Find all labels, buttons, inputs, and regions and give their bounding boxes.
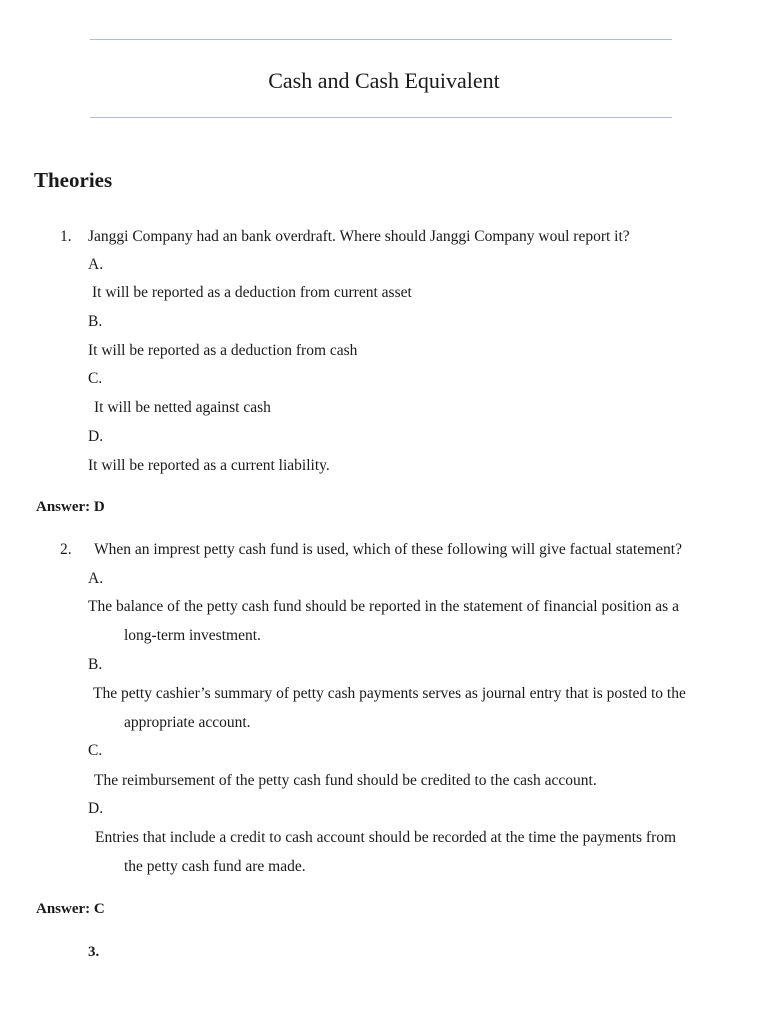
option-text: It will be netted against cash	[94, 399, 271, 416]
option-text: long-term investment.	[124, 627, 261, 644]
option-label: C.	[88, 742, 103, 759]
option-label: A.	[88, 256, 104, 273]
option-text: The petty cashier’s summary of petty cash payments serves as journal entry that is posted to the	[93, 685, 686, 702]
option-label: D.	[88, 800, 104, 817]
question-number: 1.	[60, 228, 72, 245]
option-label: B.	[88, 313, 103, 330]
option-text: appropriate account.	[124, 714, 251, 731]
answer: Answer: D	[36, 499, 105, 515]
option-text: The reimbursement of the petty cash fund should be credited to the cash account.	[94, 772, 597, 789]
option-label: A.	[88, 570, 104, 587]
option-text: It will be reported as a current liability.	[88, 457, 330, 474]
option-label: B.	[88, 656, 103, 673]
option-text: the petty cash fund are made.	[124, 858, 306, 875]
top-divider	[90, 39, 672, 40]
page-title: Cash and Cash Equivalent	[268, 68, 500, 93]
question-text: Janggi Company had an bank overdraft. Where should Janggi Company woul report it?	[88, 228, 630, 245]
title-divider	[90, 117, 672, 118]
question-number: 3.	[88, 944, 100, 960]
option-text: Entries that include a credit to cash account should be recorded at the time the payments from	[95, 829, 677, 846]
option-text: It will be reported as a deduction from cash	[88, 342, 358, 359]
section-heading: Theories	[34, 168, 113, 192]
option-text: It will be reported as a deduction from current asset	[92, 284, 412, 301]
option-label: D.	[88, 428, 104, 445]
question-number: 2.	[60, 541, 72, 558]
answer: Answer: C	[36, 901, 105, 917]
question-text: When an imprest petty cash fund is used, which of these following will give factual statement?	[94, 541, 682, 558]
option-label: C.	[88, 370, 103, 387]
option-text: The balance of the petty cash fund should be reported in the statement of financial position as a	[88, 598, 679, 615]
